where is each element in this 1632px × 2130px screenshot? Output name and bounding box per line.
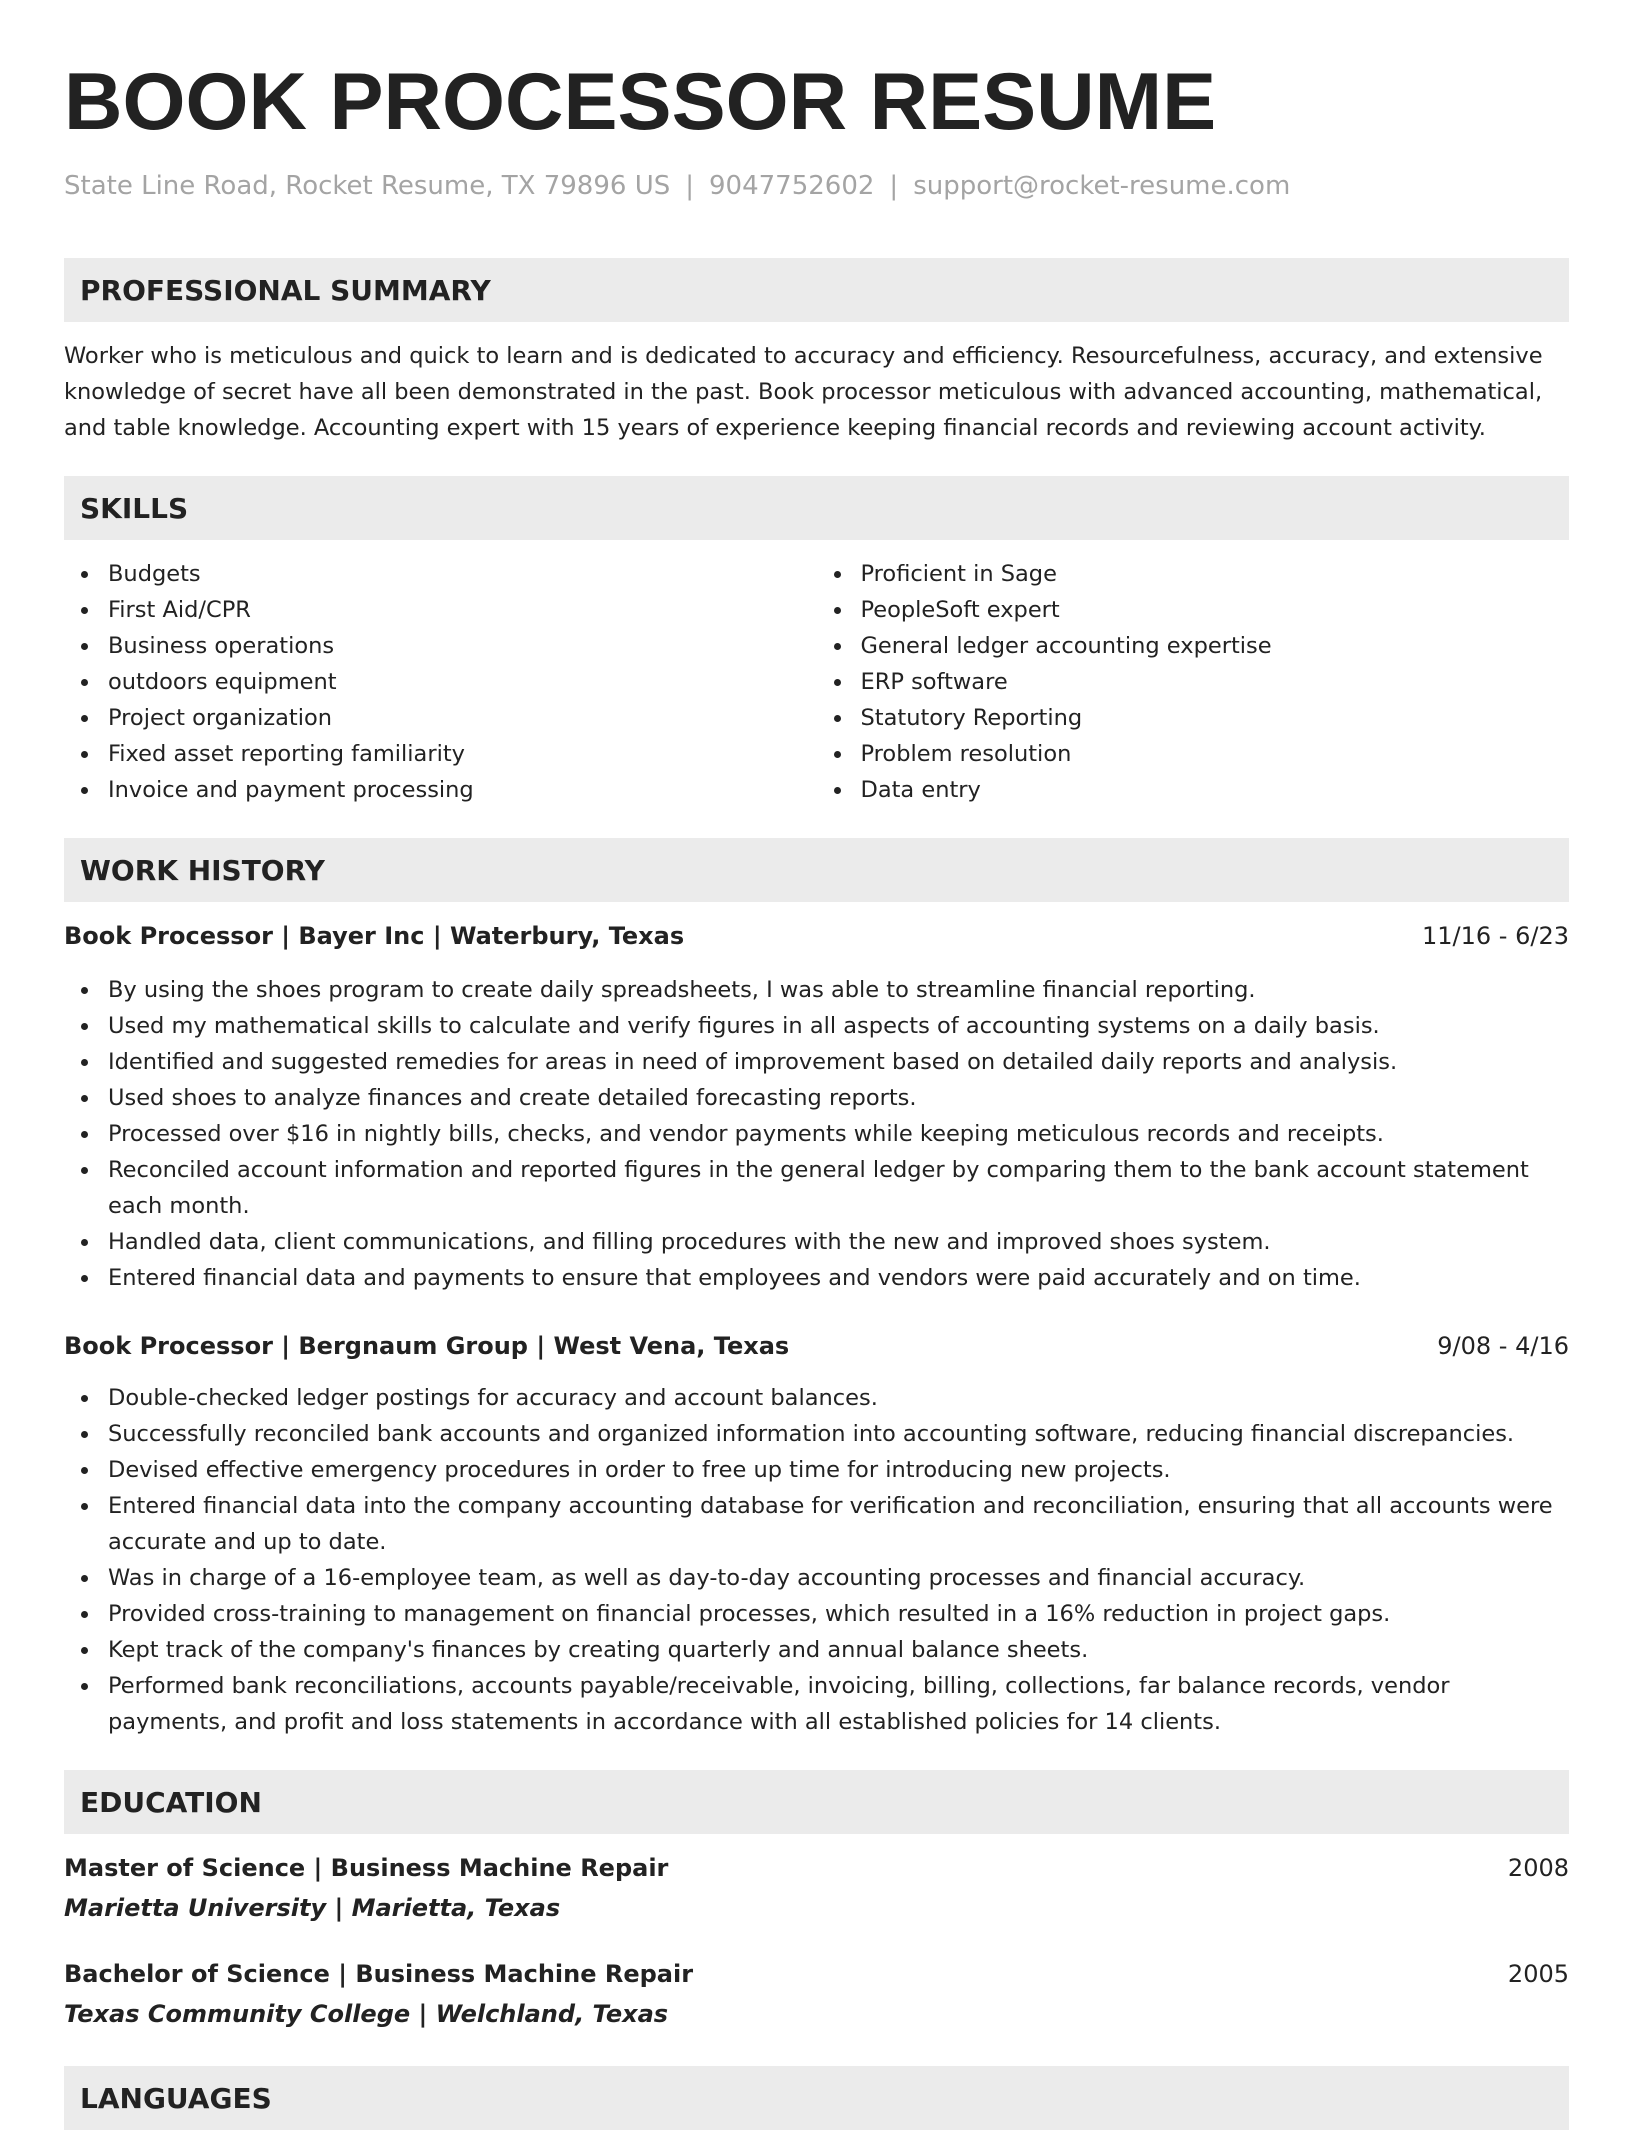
job-bullet: Handled data, client communications, and filling procedures with the new and improved shoes system. bbox=[64, 1224, 1569, 1260]
job-bullet: Used my mathematical skills to calculate and verify figures in all aspects of accounting systems on a daily basis. bbox=[64, 1008, 1569, 1044]
skill-item: Budgets bbox=[64, 556, 817, 592]
education-entry bbox=[64, 1956, 1569, 2032]
job-bullet: Performed bank reconciliations, accounts payable/receivable, invoicing, billing, collections, far balance records, vendor payments, and profit and loss statements in accordance with all established policies for 14 clients. bbox=[64, 1668, 1569, 1740]
contact-address: State Line Road, Rocket Resume, TX 79896 US bbox=[64, 171, 671, 201]
education-year: 2008 bbox=[1507, 1854, 1569, 1883]
bullet-icon bbox=[81, 1611, 88, 1618]
education-entry bbox=[64, 1850, 1569, 1926]
bullet-icon bbox=[834, 751, 841, 758]
bullet-icon bbox=[81, 987, 88, 994]
education-degree: Master of Science | Business Machine Repair bbox=[64, 1854, 669, 1883]
bullet-icon bbox=[81, 607, 88, 614]
skills-list-right bbox=[817, 556, 1570, 808]
contact-email[interactable]: support@rocket-resume.com bbox=[913, 171, 1291, 201]
job-title: Book Processor | Bayer Inc | Waterbury, Texas bbox=[64, 922, 685, 951]
job-bullets bbox=[64, 1380, 1569, 1740]
job-bullet: Reconciled account information and reported figures in the general ledger by comparing them to the bank account statement each month. bbox=[64, 1152, 1569, 1224]
job-bullet: Entered financial data into the company accounting database for verification and reconciliation, ensuring that all accounts were accurate and up to date. bbox=[64, 1488, 1569, 1560]
education-header bbox=[64, 1850, 1569, 1886]
education-school: Texas Community College | Welchland, Texas bbox=[64, 2000, 669, 2029]
education-year: 2005 bbox=[1507, 1960, 1569, 1989]
job-entry bbox=[64, 1328, 1569, 1740]
summary-section bbox=[64, 258, 1569, 446]
section-header-education: EDUCATION bbox=[64, 1770, 1569, 1834]
job-entry bbox=[64, 918, 1569, 1296]
skill-item: General ledger accounting expertise bbox=[817, 628, 1570, 664]
skill-item: PeopleSoft expert bbox=[817, 592, 1570, 628]
bullet-icon bbox=[81, 1131, 88, 1138]
skill-item: Problem resolution bbox=[817, 736, 1570, 772]
contact-separator: | bbox=[685, 171, 694, 201]
education-header bbox=[64, 1956, 1569, 1992]
summary-text: Worker who is meticulous and quick to learn and is dedicated to accuracy and efficiency. Resourcefulness, accuracy, and extensive knowledge of secret have all been demonstrated in the past. Book processor meticulous with advanced accounting, mathematical, and table knowledge. Accounting expert with 15 years of experience keeping financial records and reviewing account activity. bbox=[64, 343, 1543, 442]
bullet-icon bbox=[81, 643, 88, 650]
job-bullet: Kept track of the company's finances by creating quarterly and annual balance sheets. bbox=[64, 1632, 1569, 1668]
bullet-icon bbox=[81, 1395, 88, 1402]
education-degree: Bachelor of Science | Business Machine Repair bbox=[64, 1960, 694, 1989]
job-bullets bbox=[64, 972, 1569, 1296]
skill-item: Data entry bbox=[817, 772, 1570, 808]
bullet-icon bbox=[834, 607, 841, 614]
work-history-section bbox=[64, 838, 1569, 1740]
bullet-icon bbox=[81, 1059, 88, 1066]
job-header bbox=[64, 918, 1569, 954]
skill-item: First Aid/CPR bbox=[64, 592, 817, 628]
section-header-languages: LANGUAGES bbox=[64, 2066, 1569, 2130]
section-header-summary: PROFESSIONAL SUMMARY bbox=[64, 258, 1569, 322]
job-bullet: By using the shoes program to create daily spreadsheets, I was able to streamline financial reporting. bbox=[64, 972, 1569, 1008]
bullet-icon bbox=[81, 1095, 88, 1102]
skill-item: Fixed asset reporting familiarity bbox=[64, 736, 817, 772]
skills-list-left bbox=[64, 556, 817, 808]
bullet-icon bbox=[81, 1239, 88, 1246]
skill-item: Proficient in Sage bbox=[817, 556, 1570, 592]
bullet-icon bbox=[81, 751, 88, 758]
bullet-icon bbox=[81, 1467, 88, 1474]
bullet-icon bbox=[81, 1503, 88, 1510]
bullet-icon bbox=[81, 1275, 88, 1282]
job-bullet: Successfully reconciled bank accounts and organized information into accounting software, reducing financial discrepancies. bbox=[64, 1416, 1569, 1452]
bullet-icon bbox=[834, 643, 841, 650]
contact-separator: | bbox=[889, 171, 899, 201]
bullet-icon bbox=[834, 787, 841, 794]
job-dates: 11/16 - 6/23 bbox=[1422, 922, 1569, 951]
skill-item: Invoice and payment processing bbox=[64, 772, 817, 808]
skills-columns bbox=[64, 556, 1569, 808]
skills-section bbox=[64, 476, 1569, 808]
job-bullet: Identified and suggested remedies for areas in need of improvement based on detailed daily reports and analysis. bbox=[64, 1044, 1569, 1080]
job-bullet: Provided cross-training to management on financial processes, which resulted in a 16% reduction in project gaps. bbox=[64, 1596, 1569, 1632]
skill-item: outdoors equipment bbox=[64, 664, 817, 700]
languages-section bbox=[64, 2066, 1569, 2130]
resume-title: BOOK PROCESSOR RESUME bbox=[64, 57, 1217, 147]
bullet-icon bbox=[834, 715, 841, 722]
job-bullet: Double-checked ledger postings for accuracy and account balances. bbox=[64, 1380, 1569, 1416]
job-title: Book Processor | Bergnaum Group | West Vena, Texas bbox=[64, 1332, 790, 1361]
job-bullet: Used shoes to analyze finances and create detailed forecasting reports. bbox=[64, 1080, 1569, 1116]
job-header bbox=[64, 1328, 1569, 1364]
skill-item: Business operations bbox=[64, 628, 817, 664]
job-bullet: Entered financial data and payments to ensure that employees and vendors were paid accurately and on time. bbox=[64, 1260, 1569, 1296]
bullet-icon bbox=[81, 1167, 88, 1174]
contact-line bbox=[64, 171, 1569, 202]
bullet-icon bbox=[81, 571, 88, 578]
bullet-icon bbox=[81, 787, 88, 794]
job-bullet: Processed over $16 in nightly bills, checks, and vendor payments while keeping meticulous records and receipts. bbox=[64, 1116, 1569, 1152]
contact-phone: 9047752602 bbox=[709, 171, 875, 201]
job-bullet: Was in charge of a 16-employee team, as well as day-to-day accounting processes and financial accuracy. bbox=[64, 1560, 1569, 1596]
bullet-icon bbox=[81, 1575, 88, 1582]
job-dates: 9/08 - 4/16 bbox=[1437, 1332, 1569, 1361]
section-header-work-history: WORK HISTORY bbox=[64, 838, 1569, 902]
bullet-icon bbox=[81, 679, 88, 686]
section-header-skills: SKILLS bbox=[64, 476, 1569, 540]
job-bullet: Devised effective emergency procedures in order to free up time for introducing new projects. bbox=[64, 1452, 1569, 1488]
bullet-icon bbox=[834, 571, 841, 578]
resume-header bbox=[64, 57, 1569, 202]
skill-item: Project organization bbox=[64, 700, 817, 736]
education-school: Marietta University | Marietta, Texas bbox=[64, 1894, 561, 1923]
bullet-icon bbox=[81, 1023, 88, 1030]
education-section bbox=[64, 1770, 1569, 2032]
skill-item: Statutory Reporting bbox=[817, 700, 1570, 736]
bullet-icon bbox=[81, 1647, 88, 1654]
bullet-icon bbox=[81, 1683, 88, 1690]
bullet-icon bbox=[81, 715, 88, 722]
bullet-icon bbox=[834, 679, 841, 686]
skill-item: ERP software bbox=[817, 664, 1570, 700]
bullet-icon bbox=[81, 1431, 88, 1438]
